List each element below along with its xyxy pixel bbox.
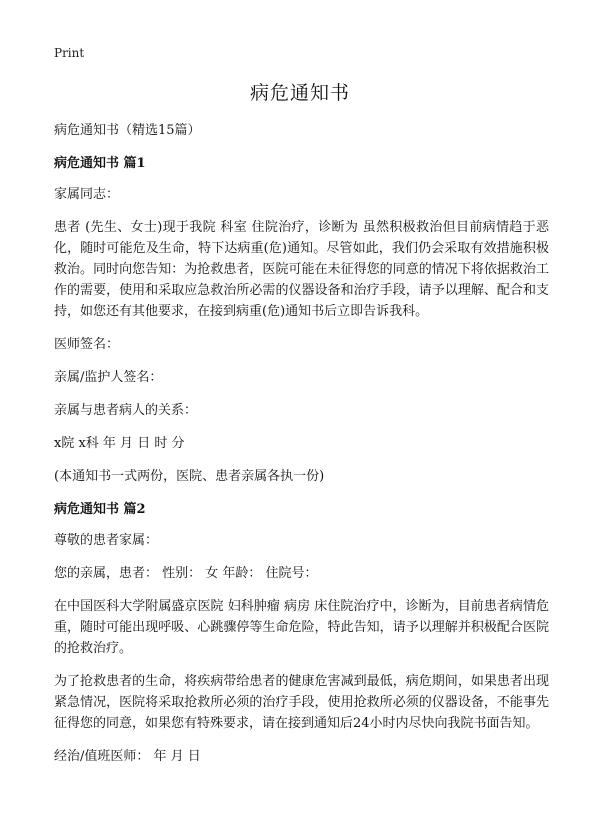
document-body [54, 120, 549, 779]
section-heading: 病危通知书 篇1 [54, 156, 146, 171]
relationship-line: 亲属与患者病人的关系： [54, 403, 198, 418]
salutation: 家属同志： [54, 187, 120, 202]
patient-info-line: 您的亲属，患者： 性别： 女 年龄： 住院号： [54, 566, 318, 581]
body-paragraph: 患者 (先生、女士)现于我院 科室 住院治疗，诊断为 虽然积极救治但目前病情趋于恶化，随时可能危及生命，特下达病重(危)通知。尽管如此，我们仍会采取有效措施积极救治。同时向您告知：为抢救患者，医院可能在未征得您的同意的情况下将依据救治工作的需要，使用和采取应急救治所必需的仪器设备和治疗手段，请予以理解、配合和支持，如您还有其他要求，在接到病重(危)通知书后立即告诉我科。 [54, 220, 549, 319]
section-heading: 病危通知书 篇2 [54, 502, 146, 517]
physician-signature-line: 经治/值班医师： 年 月 日 [54, 749, 201, 764]
doctor-signature-line: 医师签名： [54, 337, 120, 352]
document-subtitle: 病危通知书（精选15篇） [54, 123, 201, 138]
section-1 [54, 153, 549, 487]
body-paragraph: 在中国医科大学附属盛京医院 妇科肿瘤 病房 床住院治疗中，诊断为，目前患者病情危重，随时可能出现呼吸、心跳骤停等生命危险，特此告知，请予以理解并积极配合医院的抢救治疗。 [54, 599, 549, 656]
print-label: Print [54, 46, 85, 60]
section-2 [54, 499, 549, 767]
copies-note: (本通知书一式两份，医院、患者亲属各执一份) [54, 469, 325, 484]
body-paragraph: 为了抢救患者的生命，将疾病带给患者的健康危害减到最低，病危期间，如果患者出现紧急情况，医院将采取抢救所必须的治疗手段，使用抢救所必须的仪器设备，不能事先征得您的同意，如果您有特殊要求，请在接到通知后24小时内尽快向我院书面告知。 [54, 674, 549, 731]
guardian-signature-line: 亲属/监护人签名： [54, 370, 163, 385]
document-title: 病危通知书 [249, 82, 350, 104]
date-line: x院 x科 年 月 日 时 分 [54, 436, 185, 451]
salutation: 尊敬的患者家属： [54, 533, 159, 548]
